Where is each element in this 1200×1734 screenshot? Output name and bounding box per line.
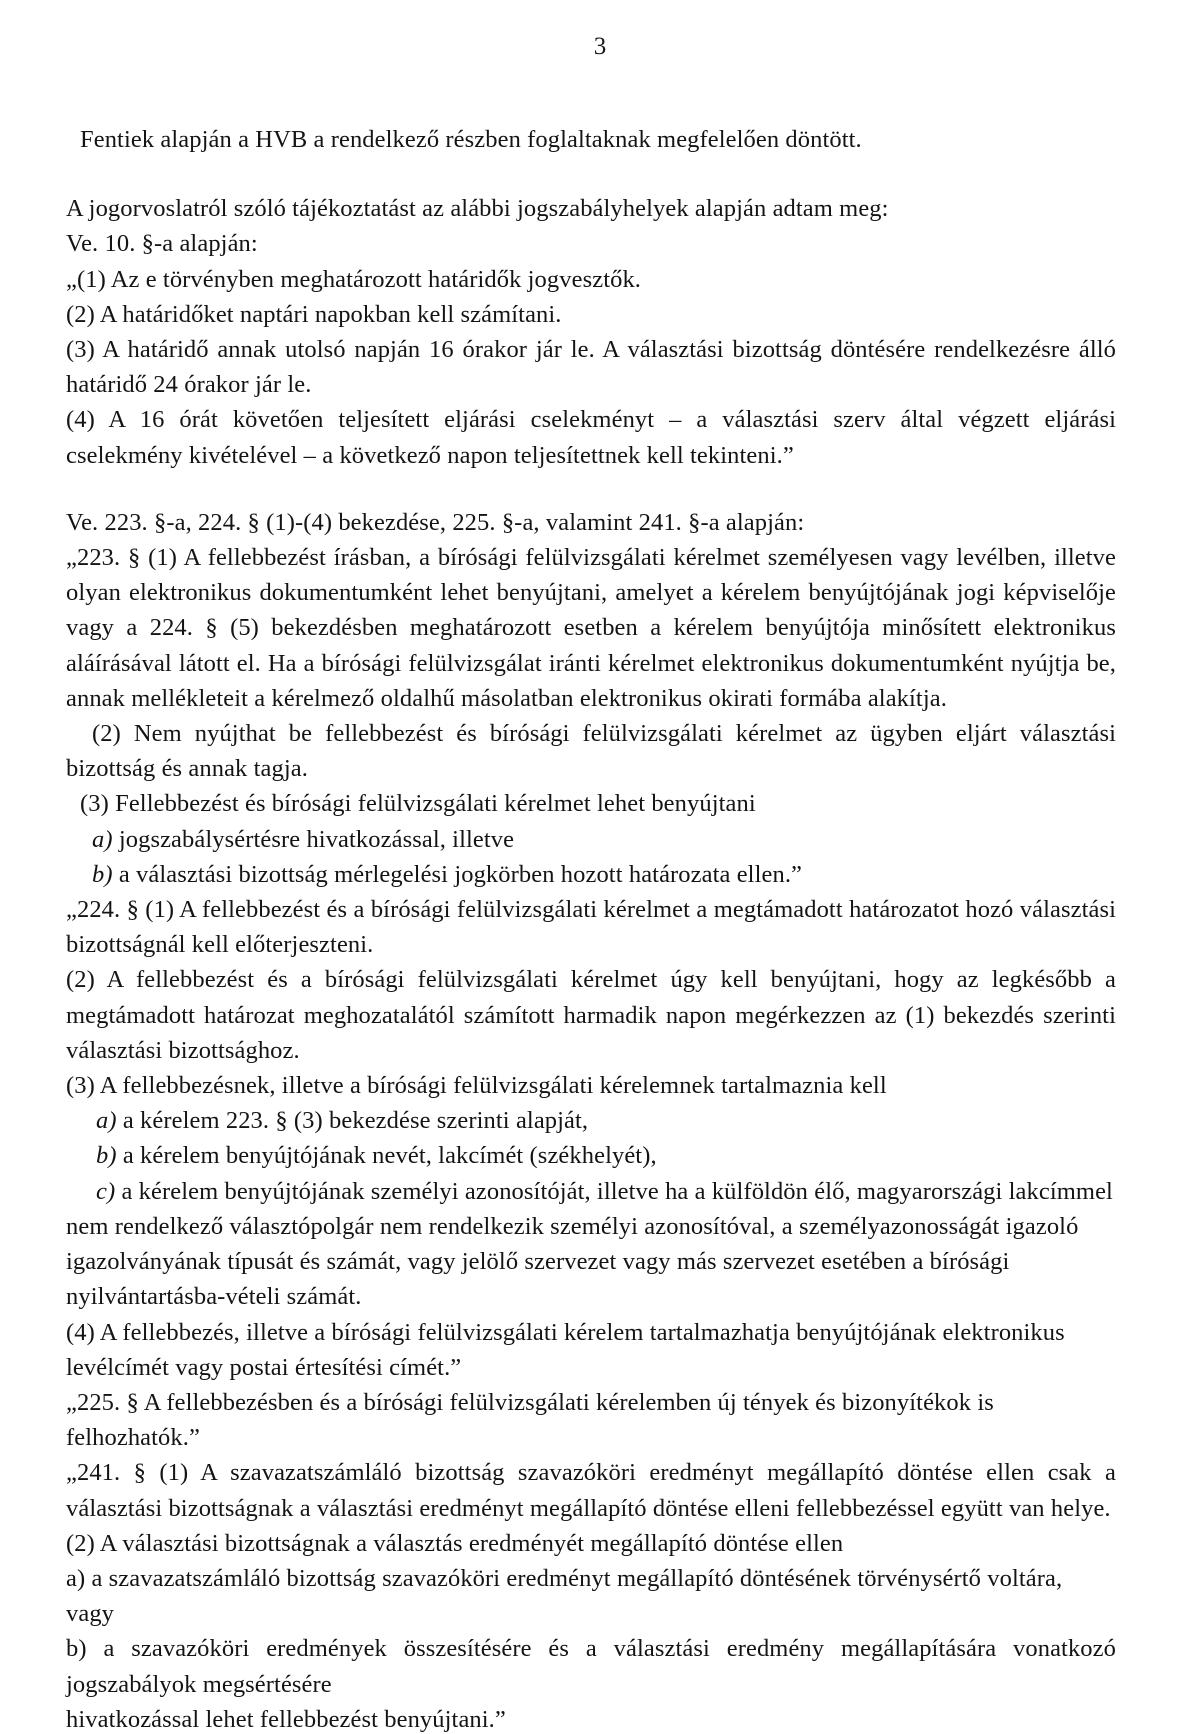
paragraph-intro: Fentiek alapján a HVB a rendelkező részben foglaltaknak megfelelően döntött. bbox=[80, 126, 862, 153]
list-item-ve224-3c bbox=[66, 1174, 1116, 1315]
list-text-ve223-3a: jogszabálysértésre hivatkozással, illetve bbox=[112, 825, 515, 853]
list-marker-b: b) bbox=[96, 1142, 117, 1170]
list-item-ve224-3b bbox=[66, 1138, 1116, 1173]
list-marker-c: c) bbox=[96, 1177, 116, 1205]
paragraph-ve224-2: (2) A fellebbezést és a bírósági felülvizsgálati kérelmet úgy kell benyújtani, hogy az legkésőbb a megtámadott határozat meghozatalától számított harmadik napon megérkezzen az (1) bekezdés szerinti választási bizottsághoz. bbox=[66, 966, 1116, 1064]
spacer bbox=[66, 157, 1116, 191]
paragraph-ve10-2: (2) A határidőket naptári napokban kell számítani. bbox=[66, 300, 562, 328]
page-number: 3 bbox=[593, 33, 607, 60]
list-marker-a: a) bbox=[92, 825, 113, 853]
paragraph-ve225: „225. § A fellebbezésben és a bírósági felülvizsgálati kérelemben új tények és bizonyítékok is felhozhatók.” bbox=[66, 1388, 994, 1452]
list-text-ve224-3b: a kérelem benyújtójának nevét, lakcímét (székhelyét), bbox=[116, 1142, 657, 1170]
list-item-ve224-3a bbox=[66, 1103, 1116, 1138]
paragraph-ve241-1: „241. § (1) A szavazatszámláló bizottság szavazóköri eredményt megállapító döntése ellen csak a választási bizottságnak a választási eredményt megállapító döntése elleni fellebbezéssel együtt van helye. bbox=[66, 1459, 1116, 1522]
list-item-ve241-2b: b) a szavazóköri eredmények összesítésére és a választási eredmény megállapítására vonatkozó jogszabályok megsértésére bbox=[66, 1635, 1116, 1698]
paragraph-ve223-3: (3) Fellebbezést és bírósági felülvizsgálati kérelmet lehet benyújtani bbox=[80, 790, 756, 818]
paragraph-ve224-3: (3) A fellebbezésnek, illetve a bírósági felülvizsgálati kérelemnek tartalmaznia kell bbox=[66, 1072, 887, 1100]
list-item-ve241-2a: a) a szavazatszámláló bizottság szavazóköri eredményt megállapító döntésének törvénysértő voltára, vagy bbox=[66, 1564, 1063, 1628]
list-item-ve223-3a bbox=[66, 822, 1116, 857]
paragraph-ve10-4: (4) A 16 órát követően teljesített eljárási cselekményt – a választási szerv által végzett eljárási cselekmény kivételével – a következő napon teljesítettnek kell tekinteni.” bbox=[66, 406, 1116, 469]
paragraph-ve10-1: „(1) Az e törvényben meghatározott határidők jogvesztők. bbox=[66, 265, 642, 293]
paragraph-ve223-1: „223. § (1) A fellebbezést írásban, a bírósági felülvizsgálati kérelmet személyesen vagy levélben, illetve olyan elektronikus dokumentumként lehet benyújtani, amelyet a kérelem benyújtójának jogi képviselője vagy a 224. § (5) bekezdésben meghatározott esetben a kérelem benyújtója minősített elektronikus aláírásával látott el. Ha a bírósági felülvizsgálat iránti kérelmet elektronikus dokumentumként nyújtja be, annak mellékleteit a kérelmező oldalhű másolatban elektronikus okirati formába alakítja. bbox=[66, 544, 1116, 712]
paragraph-ve241-close: hivatkozással lehet fellebbezést benyújtani.” bbox=[66, 1705, 506, 1733]
list-marker-a: a) bbox=[96, 1107, 117, 1135]
list-text-ve223-3b: a választási bizottság mérlegelési jogkörben hozott határozata ellen.” bbox=[112, 860, 803, 888]
list-marker-b: b) bbox=[92, 860, 113, 888]
list-text-ve224-3c: a kérelem benyújtójának személyi azonosítóját, illetve ha a külföldön élő, magyarországi lakcímmel nem rendelkező választópolgár nem rendelkezik személyi azonosítóval, a személyazonosságát igazoló igazolványának típusát és számát, vagy jelölő szervezet vagy más szervezet esetében a bírósági nyilvántartásba-vételi számát. bbox=[66, 1177, 1113, 1311]
paragraph-ve10-3: (3) A határidő annak utolsó napján 16 órakor jár le. A választási bizottság döntésére rendelkezésre álló határidő 24 órakor jár le. bbox=[66, 336, 1116, 399]
paragraph-ve241-2: (2) A választási bizottságnak a választás eredményét megállapító döntése ellen bbox=[66, 1529, 844, 1557]
heading-ve-223: Ve. 223. §-a, 224. § (1)-(4) bekezdése, 225. §-a, valamint 241. §-a alapján: bbox=[66, 508, 805, 536]
paragraph-ve224-1: „224. § (1) A fellebbezést és a bírósági felülvizsgálati kérelmet a megtámadott határozatot hozó választási bizottságnál kell előterjeszteni. bbox=[66, 896, 1116, 959]
list-item-ve223-3b bbox=[66, 857, 1116, 892]
document-body bbox=[66, 122, 1116, 1734]
list-text-ve224-3a: a kérelem 223. § (3) bekezdése szerinti alapját, bbox=[116, 1107, 589, 1135]
spacer bbox=[66, 473, 1116, 505]
paragraph-ve224-4: (4) A fellebbezés, illetve a bírósági felülvizsgálati kérelem tartalmazhatja benyújtójának elektronikus levélcímét vagy postai értesítési címét.” bbox=[66, 1318, 1065, 1381]
paragraph-ve223-2: (2) Nem nyújthat be fellebbezést és bírósági felülvizsgálati kérelmet az ügyben eljárt választási bizottság és annak tagja. bbox=[66, 720, 1116, 783]
heading-ve-10: Ve. 10. §-a alapján: bbox=[66, 230, 258, 258]
paragraph-remedy-lead: A jogorvoslatról szóló tájékoztatást az alábbi jogszabályhelyek alapján adtam meg: bbox=[66, 195, 889, 223]
